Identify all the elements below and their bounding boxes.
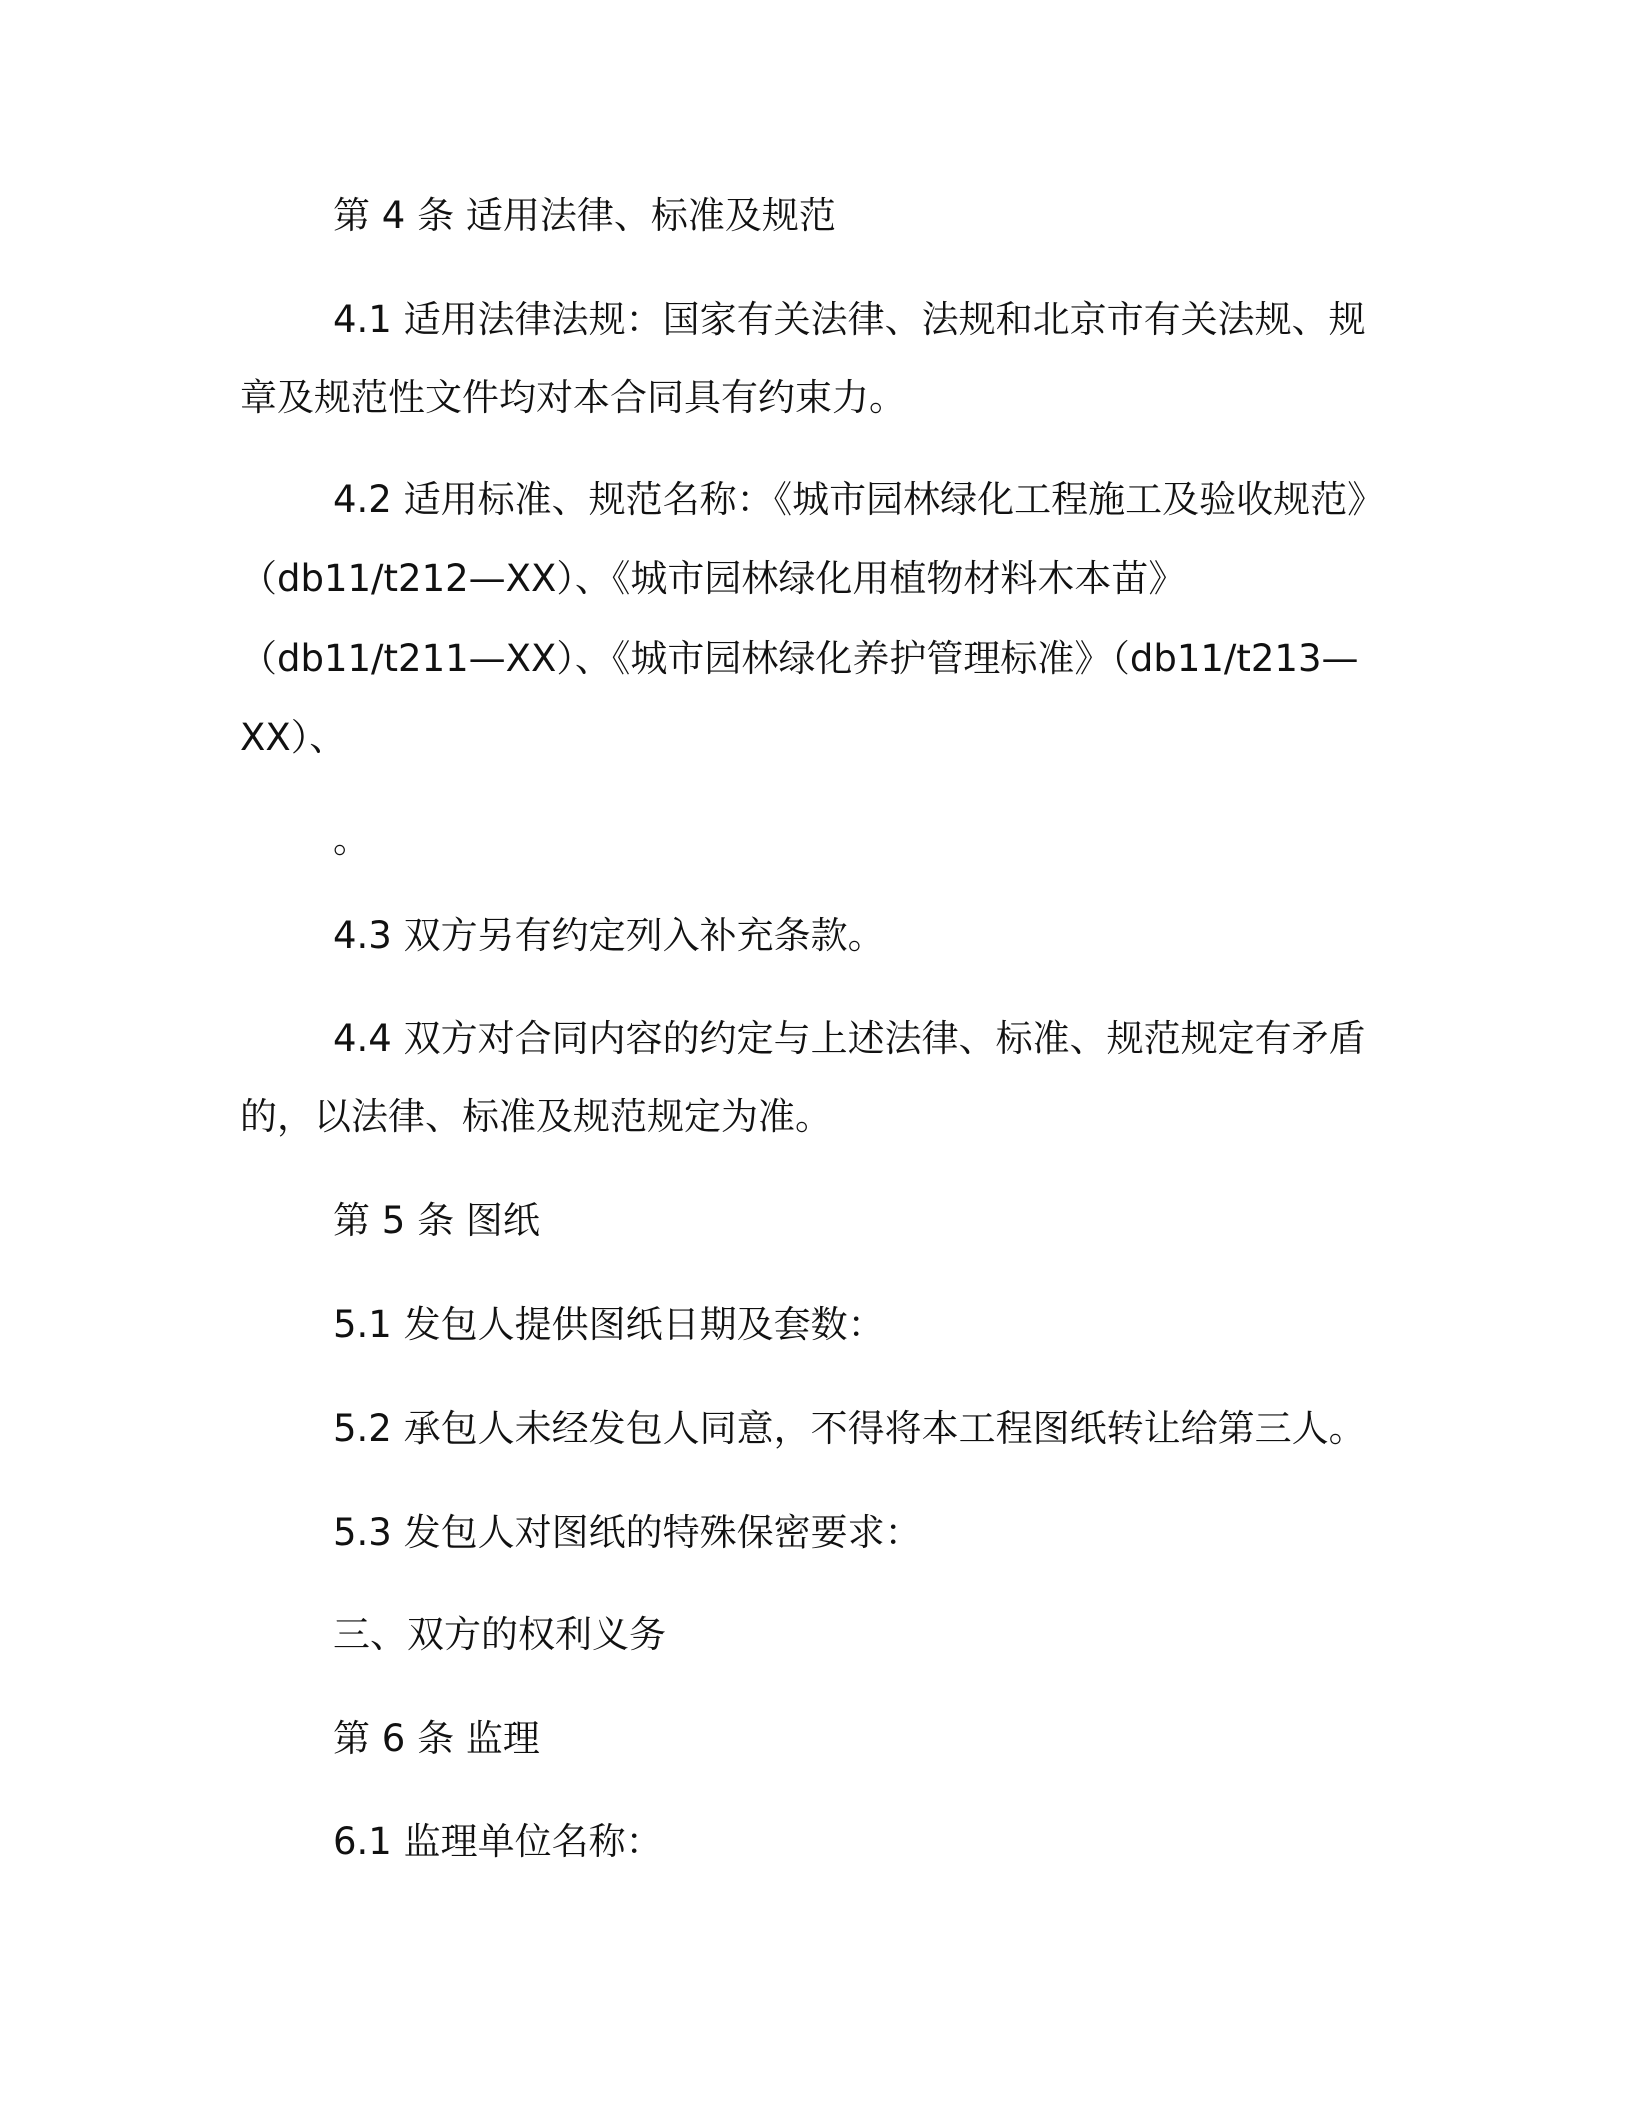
section-5-heading: 第 5 条 图纸: [333, 1199, 540, 1242]
clause-4-1-line-2: 章及规范性文件均对本合同具有约束力。: [240, 376, 906, 419]
clause-5-2: 5.2 承包人未经发包人同意，不得将本工程图纸转让给第三人。: [333, 1407, 1366, 1450]
clause-4-3: 4.3 双方另有约定列入补充条款。: [333, 914, 885, 957]
clause-4-4-line-1: 4.4 双方对合同内容的约定与上述法律、标准、规范规定有矛盾: [333, 1017, 1366, 1060]
section-6-heading: 第 6 条 监理: [333, 1717, 540, 1760]
section-4-heading: 第 4 条 适用法律、标准及规范: [333, 194, 836, 237]
clause-6-1: 6.1 监理单位名称：: [333, 1820, 663, 1863]
clause-4-2-line-3: （db11/t211—XX）、《城市园林绿化养护管理标准》（db11/t213—: [240, 637, 1359, 680]
clause-4-2-line-4: XX）、: [240, 716, 347, 759]
part-3-heading: 三、双方的权利义务: [333, 1613, 666, 1656]
clause-4-2-end: 。: [333, 818, 370, 861]
clause-4-2-line-2: （db11/t212—XX）、《城市园林绿化用植物材料木本苗》: [240, 557, 1186, 600]
clause-5-1: 5.1 发包人提供图纸日期及套数：: [333, 1303, 885, 1346]
clause-4-1-line-1: 4.1 适用法律法规：国家有关法律、法规和北京市有关法规、规: [333, 298, 1366, 341]
clause-5-3: 5.3 发包人对图纸的特殊保密要求：: [333, 1511, 922, 1554]
clause-4-2-line-1: 4.2 适用标准、规范名称：《城市园林绿化工程施工及验收规范》: [333, 478, 1385, 521]
clause-4-4-line-2: 的，以法律、标准及规范规定为准。: [240, 1095, 832, 1138]
